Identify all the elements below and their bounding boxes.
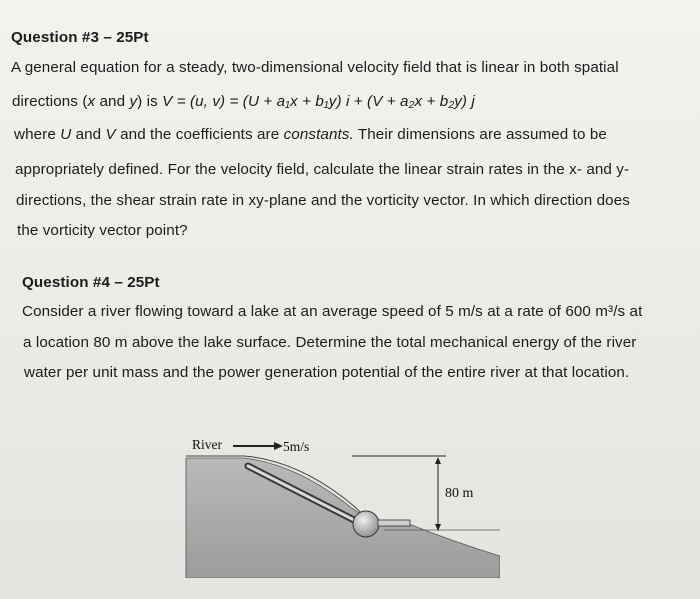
question-3-line-3	[14, 126, 607, 143]
text-segment: U	[60, 126, 72, 143]
river-figure	[184, 432, 500, 578]
question-4-line-2: a location 80 m above the lake surface. Determine the total mechanical energy of the river	[23, 334, 637, 351]
velocity-equation: V = (u, v) = (U + a₁x + b₁y) i + (V + a₂x + b₂y) j	[162, 93, 475, 110]
text-segment: and	[95, 93, 130, 110]
question-3-title: Question #3 – 25Pt	[11, 29, 149, 46]
question-3-line-5: directions, the shear strain rate in xy-plane and the vorticity vector. In which direction does	[16, 192, 630, 209]
text-segment: constants.	[283, 126, 354, 143]
river-diagram	[184, 432, 500, 578]
text-segment: directions (	[12, 93, 88, 110]
text-segment: V	[105, 126, 116, 143]
text-segment: and the coefficients are	[115, 126, 284, 143]
river-label: River	[192, 437, 222, 452]
text-segment: where	[14, 126, 61, 143]
speed-label: 5m/s	[283, 439, 310, 454]
text-segment: x	[87, 93, 96, 110]
text-segment: and	[71, 126, 106, 143]
question-3-line-6: the vorticity vector point?	[17, 222, 188, 239]
question-4-line-3: water per unit mass and the power generation potential of the entire river at that location.	[24, 364, 630, 381]
height-label: 80 m	[445, 486, 474, 501]
question-3-line-1: A general equation for a steady, two-dimensional velocity field that is linear in both spatial	[11, 59, 619, 76]
text-segment: Their dimensions are assumed to be	[353, 126, 607, 143]
turbine	[353, 511, 379, 537]
question-4-line-1: Consider a river flowing toward a lake at an average speed of 5 m/s at a rate of 600 m³/s at	[22, 303, 643, 320]
text-segment: ) is	[137, 93, 163, 110]
question-3-line-4: appropriately defined. For the velocity field, calculate the linear strain rates in the x- and y-	[15, 161, 630, 178]
text-segment: y	[129, 93, 138, 110]
question-4-title: Question #4 – 25Pt	[22, 274, 160, 291]
question-3-line-2	[12, 93, 475, 110]
